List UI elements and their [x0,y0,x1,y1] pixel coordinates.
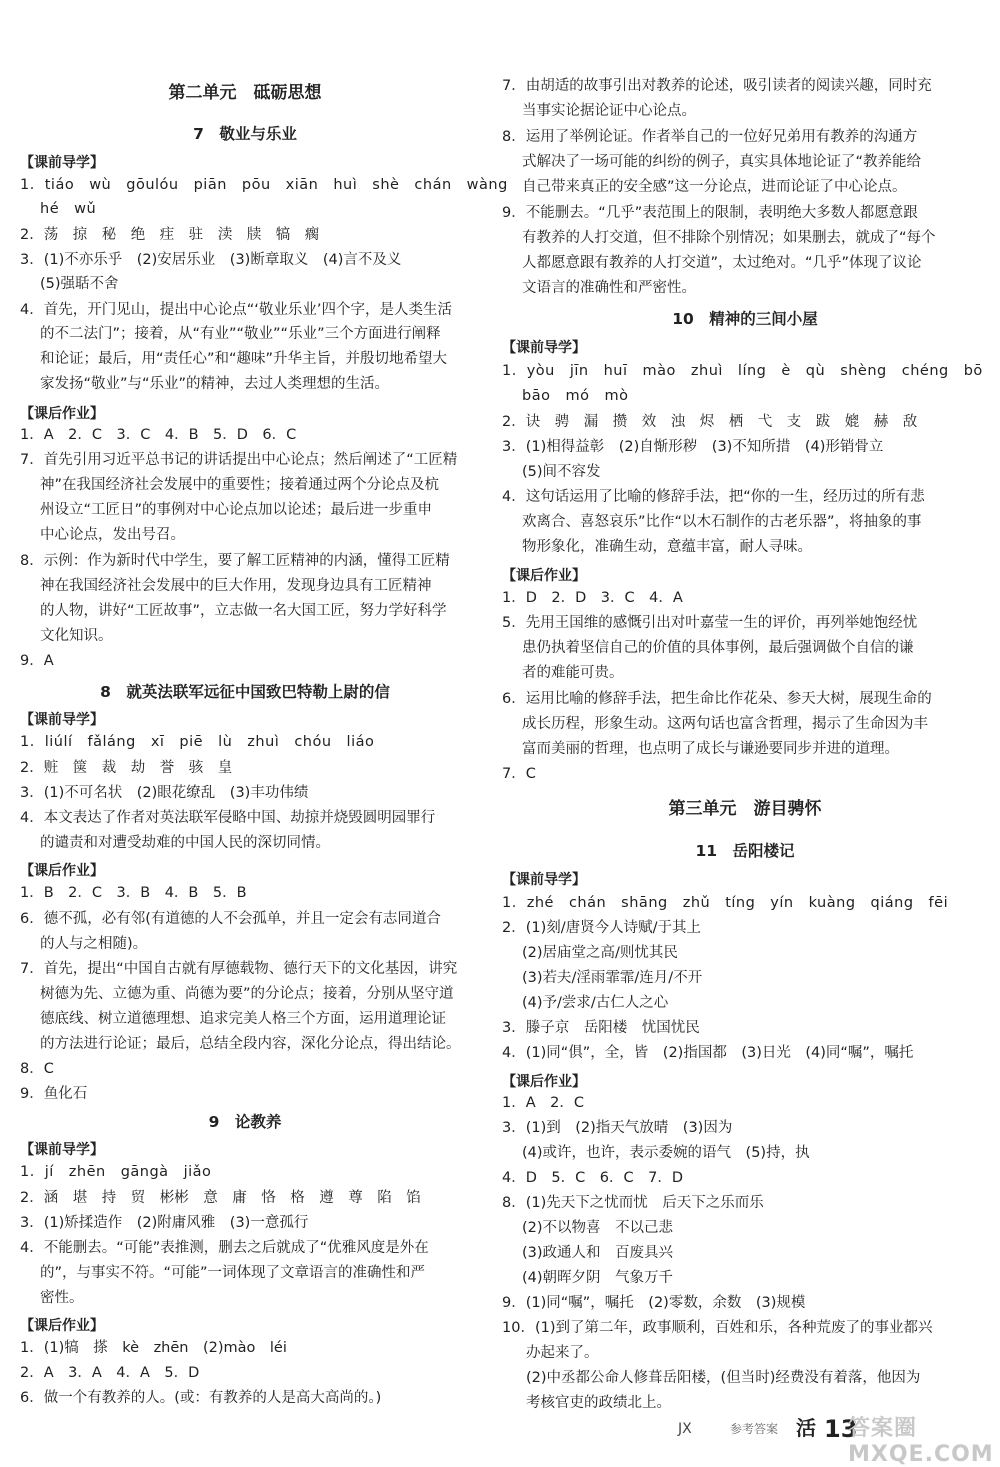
lesson8-post-7d: 的方法进行论证；最后，总结全段内容，深化分论点，得出结论。 [40,1036,461,1052]
lesson7-pre-2: 2．荡 掠 秘 绝 疰 驻 渎 牍 犒 瘸 [20,227,320,243]
lesson9-post-label: 【课后作业】 [20,1318,104,1334]
lesson8-pre-label: 【课前导学】 [20,712,104,728]
lesson11-post-10b: 办起来了。 [526,1345,599,1361]
lesson10-post-5b: 患仍执着坚信自己的价值的具体事例，最后强调做个自信的谦 [522,640,914,656]
lesson11-pre-2c: (3)若夫/淫雨霏霏/连月/不开 [522,970,703,986]
lesson9-post-6: 6．做一个有教养的人。(或：有教养的人是高大高尚的。) [20,1390,382,1406]
lesson7-post-8d: 文化知识。 [40,628,113,644]
lesson8-pre-4a: 4．本文表达了作者对英法联军侵略中国、劫掠并烧毁圆明园罪行 [20,810,436,826]
lesson10-post-1: 1．D 2．D 3．C 4．A [502,590,683,606]
edition-code: JX [678,1421,692,1437]
lesson8-post-7b: 树德为先、立德为重、尚德为要”的分论点；接着，分别从坚守道 [40,986,454,1002]
unit2-title: 第二单元 砥砺思想 [168,83,322,103]
lesson11-post-label: 【课后作业】 [502,1074,586,1090]
lesson10-pre-3b: (5)间不容发 [522,464,601,480]
lesson11-post-10c: (2)中丞都公命人修葺岳阳楼，(但当时)经费没有着落，他因为 [526,1370,921,1386]
lesson7-pre-label: 【课前导学】 [20,155,104,171]
lesson9-pre-3: 3．(1)矫揉造作 (2)附庸风雅 (3)一意孤行 [20,1215,309,1231]
lesson9-pre-label: 【课前导学】 [20,1142,104,1158]
lesson11-post-10d: 考核官吏的政绩北上。 [526,1395,671,1411]
lesson7-pre-1b: hé wǔ [40,201,97,217]
lesson8-pre-4b: 的谴责和对遭受劫难的中国人民的深切同情。 [40,835,330,851]
page-number: 13 [824,1415,858,1443]
lesson8-post-1: 1．B 2．C 3．B 4．B 5．B [20,885,247,901]
lesson7-post-1: 1．A 2．C 3．C 4．B 5．D 6．C [20,427,297,443]
lesson7-post-7c: 州设立“工匠日”的事例对中心论点加以论述；最后进一步重申 [40,502,433,518]
lesson8-post-7c: 德底线、树立道德理想、追求完美人格三个方面，运用道理论证 [40,1011,446,1027]
lesson8-post-9: 9．鱼化石 [20,1086,88,1102]
lesson11-post-3a: 3．(1)到 (2)指天气放晴 (3)因为 [502,1120,733,1136]
lesson8-pre-2: 2．赃 箧 裁 劫 誉 骇 皇 [20,760,233,776]
lesson10-post-7: 7．C [502,766,536,782]
lesson10-pre-2: 2．诀 骋 漏 攒 效 浊 烬 栖 弋 支 跋 媲 赫 敌 [502,414,918,430]
lesson10-pre-4a: 4．这句话运用了比喻的修辞手法，把“你的一生，经历过的所有悲 [502,489,925,505]
lesson11-pre-4: 4．(1)同“俱”，全，皆 (2)指国都 (3)日光 (4)同“嘱”，嘱托 [502,1045,914,1061]
huo-mark: 活 [796,1416,816,1440]
lesson11-title: 11 岳阳楼记 [695,842,795,860]
watermark-logo: 答案圈 MXQE.COM [848,1416,994,1467]
lesson11-post-1: 1．A 2．C [502,1095,584,1111]
lesson10-post-5c: 者的难能可贵。 [522,665,624,681]
lesson9-pre-4c: 密性。 [40,1290,84,1306]
lesson10-post-6c: 富而美丽的哲理，也点明了成长与谦逊要同步并进的道理。 [522,741,899,757]
lesson10-pre-label: 【课前导学】 [502,340,586,356]
lesson11-post-3b: (4)或许，也许，表示委婉的语气 (5)持，执 [522,1145,810,1161]
lesson7-post-8a: 8．示例：作为新时代中学生，要了解工匠精神的内涵，懂得工匠精 [20,553,450,569]
lesson8-post-label: 【课后作业】 [20,863,104,879]
lesson7-post-8c: 的人物，讲好“工匠故事”，立志做一名大国工匠，努力学好科学 [40,603,447,619]
lesson7-post-9: 9．A [20,653,54,669]
lesson11-post-8a: 8．(1)先天下之忧而忧 后天下之乐而乐 [502,1195,764,1211]
lesson11-pre-2a: 2．(1)刻/唐贤今人诗赋/于其上 [502,920,702,936]
lesson10-pre-1a: 1．yòu jīn huī mào zhuì líng è qù shèng chéng bō [502,363,983,379]
lesson9-post-7b: 当事实论据论证中心论点。 [522,103,696,119]
lesson9-post-9d: 文语言的准确性和严密性。 [522,280,696,296]
lesson9-pre-1: 1．jí zhēn gāngà jiǎo [20,1164,212,1180]
lesson7-pre-3a: 3．(1)不亦乐乎 (2)安居乐业 (3)断章取义 (4)言不及义 [20,252,402,268]
lesson9-post-8a: 8．运用了举例论证。作者举自己的一位好兄弟用有教养的沟通方 [502,129,918,145]
page-footer [678,1405,994,1467]
lesson9-title: 9 论教养 [208,1113,282,1131]
lesson9-post-2: 2．A 3．A 4．A 5．D [20,1365,200,1381]
lesson9-pre-2: 2．涵 堪 持 贸 彬彬 意 庸 恪 格 遵 尊 陷 馅 [20,1190,421,1206]
lesson10-pre-1b: bāo mó mò [522,388,629,404]
lesson9-pre-4b: 的”，与事实不符。“可能”一词体现了文章语言的准确性和严 [40,1265,426,1281]
unit3-title: 第三单元 游目骋怀 [668,799,822,819]
lesson7-post-7b: 神”在我国经济社会发展中的重要性；接着通过两个分论点及杭 [40,477,440,493]
lesson11-post-10a: 10．(1)到了第二年，政事顺利，百姓和乐，各种荒废了的事业都兴 [502,1320,933,1336]
lesson7-pre-3b: (5)强聒不舍 [40,276,119,292]
lesson11-pre-1: 1．zhé chán shāng zhǔ tíng yín kuàng qiáng fēi [502,895,949,911]
lesson10-post-6b: 成长历程，形象生动。这两句话也富含哲理，揭示了生命因为丰 [522,716,928,732]
lesson11-pre-2b: (2)居庙堂之高/则忧其民 [522,945,678,961]
lesson8-title: 8 就英法联军远征中国致巴特勒上尉的信 [100,683,390,701]
lesson11-post-8d: (4)朝晖夕阴 气象万千 [522,1270,674,1286]
lesson10-pre-4c: 物形象化，准确生动，意蕴丰富，耐人寻味。 [522,539,812,555]
lesson9-pre-4a: 4．不能删去。“可能”表推测，删去之后就成了“优雅风度是外在 [20,1240,429,1256]
lesson9-post-9a: 9．不能删去。“几乎”表范围上的限制，表明绝大多数人都愿意跟 [502,205,918,221]
lesson9-post-9b: 有教养的人打交道，但不排除个别情况；如果删去，就成了“每个 [522,230,936,246]
lesson7-pre-4d: 家发扬“敬业”与“乐业”的精神，去过人类理想的生活。 [40,376,390,392]
lesson10-pre-4b: 欢离合、喜怒哀乐”比作“以木石制作的古老乐器”，将抽象的事 [522,514,922,530]
lesson7-post-label: 【课后作业】 [20,406,104,422]
lesson7-post-7a: 7．首先引用习近平总书记的讲话提出中心论点；然后阐述了“工匠精 [20,452,458,468]
lesson7-pre-1a: 1．tiáo wù gōulóu piān pōu xiān huì shè chán wàng [20,177,508,193]
lesson8-post-6b: 的人与之相随)。 [40,936,148,952]
lesson7-post-7d: 中心论点，发出号召。 [40,527,185,543]
lesson9-post-9c: 人都愿意跟有教养的人打交道”，太过绝对。“几乎”体现了议论 [522,255,922,271]
lesson8-post-7a: 7．首先，提出“中国自古就有厚德载物、德行天下的文化基因，讲究 [20,961,458,977]
lesson10-post-6a: 6．运用比喻的修辞手法，把生命比作花朵、参天大树，展现生命的 [502,691,932,707]
lesson8-pre-1: 1．liúlí fǎláng xī piē lù zhuì chóu liáo [20,734,375,750]
lesson8-post-6a: 6．德不孤，必有邻(有道德的人不会孤单，并且一定会有志同道合 [20,911,441,927]
lesson11-pre-2d: (4)予/尝求/古仁人之心 [522,995,669,1011]
lesson10-post-5a: 5．先用王国维的感慨引出对叶嘉莹一生的评价，再列举她饱经忧 [502,615,918,631]
lesson8-pre-3: 3．(1)不可名状 (2)眼花缭乱 (3)丰功伟绩 [20,785,309,801]
lesson7-pre-4c: 和论证；最后，用“责任心”和“趣味”升华主旨，并殷切地希望大 [40,351,448,367]
lesson7-pre-4a: 4．首先，开门见山，提出中心论点“‘敬业乐业’四个字，是人类生活 [20,302,452,318]
lesson7-title: 7 敬业与乐业 [193,125,297,143]
lesson11-pre-3: 3．滕子京 岳阳楼 忧国忧民 [502,1020,700,1036]
lesson10-post-label: 【课后作业】 [502,568,586,584]
lesson11-pre-label: 【课前导学】 [502,872,586,888]
lesson7-post-8b: 神在我国经济社会发展中的巨大作用，发现身边具有工匠精神 [40,578,432,594]
lesson10-title: 10 精神的三间小屋 [672,310,818,328]
lesson11-post-8c: (3)政通人和 百废具兴 [522,1245,674,1261]
lesson11-post-9: 9．(1)同“嘱”，嘱托 (2)零数，余数 (3)规模 [502,1295,806,1311]
lesson11-post-8b: (2)不以物喜 不以己悲 [522,1220,674,1236]
lesson9-post-8c: 自己带来真正的安全感”这一分论点，进而论证了中心论点。 [522,179,907,195]
lesson10-pre-3a: 3．(1)相得益彰 (2)自惭形秽 (3)不知所措 (4)形销骨立 [502,439,884,455]
answer-label: 参考答案 [730,1422,779,1436]
lesson11-post-4: 4．D 5．C 6．C 7．D [502,1170,683,1186]
lesson8-post-8: 8．C [20,1061,54,1077]
lesson9-post-8b: 式解决了一场可能的纠纷的例子，真实具体地论证了“教养能给 [522,154,922,170]
lesson9-post-1: 1．(1)犒 搽 kè zhēn (2)mào léi [20,1340,287,1356]
lesson9-post-7a: 7．由胡适的故事引出对教养的论述，吸引读者的阅读兴趣，同时充 [502,78,932,94]
lesson7-pre-4b: 的不二法门”；接着，从“有业”“敬业”“乐业”三个方面进行阐释 [40,326,441,342]
